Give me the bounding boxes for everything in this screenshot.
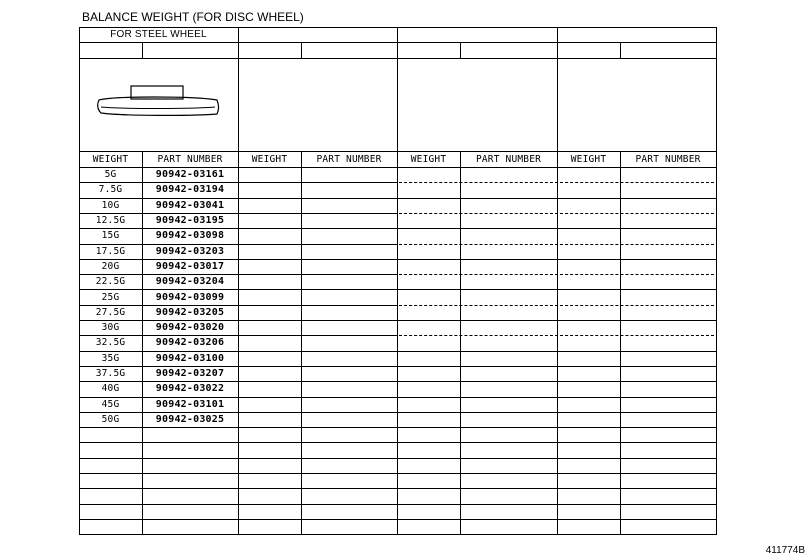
weight-cell: 32.5G (95, 337, 126, 349)
weight-cell: 7.5G (98, 184, 123, 196)
row-dash-line (399, 274, 714, 275)
subheader-line (79, 58, 716, 59)
weight-cell: 25G (101, 291, 120, 303)
part-number-cell: 90942-03204 (155, 276, 225, 288)
row-dash-line (399, 305, 714, 306)
part-number-cell: 90942-03206 (155, 337, 225, 349)
row-line (397, 488, 716, 489)
table-border-bottom (79, 534, 717, 535)
subcolumn-divider-top (142, 42, 143, 58)
weight-cell: 5G (104, 169, 117, 181)
part-number-cell: 90942-03022 (155, 383, 225, 395)
column-header-weight: WEIGHT (410, 153, 447, 165)
part-number-cell: 90942-03020 (155, 322, 225, 334)
column-header-weight: WEIGHT (92, 153, 129, 165)
row-dash-line (399, 213, 714, 214)
weight-cell: 22.5G (95, 276, 126, 288)
figure-id: 411774B (765, 545, 805, 556)
weight-cell: 35G (101, 352, 120, 364)
column-header-part-number: PART NUMBER (475, 153, 542, 165)
weight-cell: 45G (101, 398, 120, 410)
row-line (397, 366, 716, 367)
subcolumn-divider-top (460, 42, 461, 58)
part-number-cell: 90942-03203 (155, 245, 225, 257)
weight-cell: 15G (101, 230, 120, 242)
row-dash-line (399, 182, 714, 183)
part-number-cell: 90942-03207 (155, 368, 225, 380)
row-line (397, 504, 716, 505)
part-number-cell: 90942-03195 (155, 215, 225, 227)
row-line (397, 412, 716, 413)
part-number-cell: 90942-03098 (155, 230, 225, 242)
row-line (397, 259, 716, 260)
part-number-cell: 90942-03099 (155, 291, 225, 303)
row-line (397, 473, 716, 474)
column-header-weight: WEIGHT (251, 153, 288, 165)
subcolumn-divider-top (620, 42, 621, 58)
weight-cell: 37.5G (95, 368, 126, 380)
weight-cell: 10G (101, 199, 120, 211)
part-number-cell: 90942-03017 (155, 260, 225, 272)
weight-cell: 12.5G (95, 215, 126, 227)
subcolumn-divider (301, 151, 302, 534)
row-line (397, 198, 716, 199)
row-line (397, 228, 716, 229)
row-line (397, 381, 716, 382)
row-line (397, 289, 716, 290)
row-dash-line (399, 335, 714, 336)
row-line (397, 427, 716, 428)
column-header-part-number: PART NUMBER (316, 153, 382, 165)
group-label: FOR STEEL WHEEL (110, 29, 207, 40)
subcolumn-divider-top (301, 42, 302, 58)
subcolumn-divider (620, 151, 621, 534)
part-number-cell: 90942-03194 (155, 184, 225, 196)
row-line (79, 488, 397, 489)
part-number-cell: 90942-03025 (155, 413, 225, 425)
row-line (79, 504, 397, 505)
row-line (397, 442, 716, 443)
group-header-line (79, 42, 716, 43)
row-line (79, 458, 397, 459)
row-dash-line (399, 244, 714, 245)
weight-cell: 20G (101, 260, 120, 272)
row-line (397, 458, 716, 459)
weight-cell: 40G (101, 383, 120, 395)
row-line (397, 519, 716, 520)
page-title: BALANCE WEIGHT (FOR DISC WHEEL) (82, 10, 304, 24)
row-line (79, 442, 397, 443)
weight-cell: 50G (101, 413, 120, 425)
weight-cell: 17.5G (95, 245, 126, 257)
column-header-weight: WEIGHT (570, 153, 607, 165)
table-border-right (716, 27, 717, 534)
row-line (79, 519, 397, 520)
row-line (397, 397, 716, 398)
subcolumn-divider (460, 151, 461, 534)
part-number-cell: 90942-03101 (155, 398, 225, 410)
column-header-part-number: PART NUMBER (635, 153, 701, 165)
column-header-part-number: PART NUMBER (157, 153, 223, 165)
row-line (79, 473, 397, 474)
weight-cell: 27.5G (95, 306, 126, 318)
part-number-cell: 90942-03205 (155, 306, 225, 318)
part-number-cell: 90942-03041 (155, 199, 225, 211)
part-number-cell: 90942-03100 (155, 352, 225, 364)
part-number-cell: 90942-03161 (155, 169, 225, 181)
weight-cell: 30G (101, 322, 120, 334)
balance-weight-icon (93, 78, 223, 122)
row-line (397, 351, 716, 352)
row-line (397, 320, 716, 321)
row-line (79, 427, 397, 428)
